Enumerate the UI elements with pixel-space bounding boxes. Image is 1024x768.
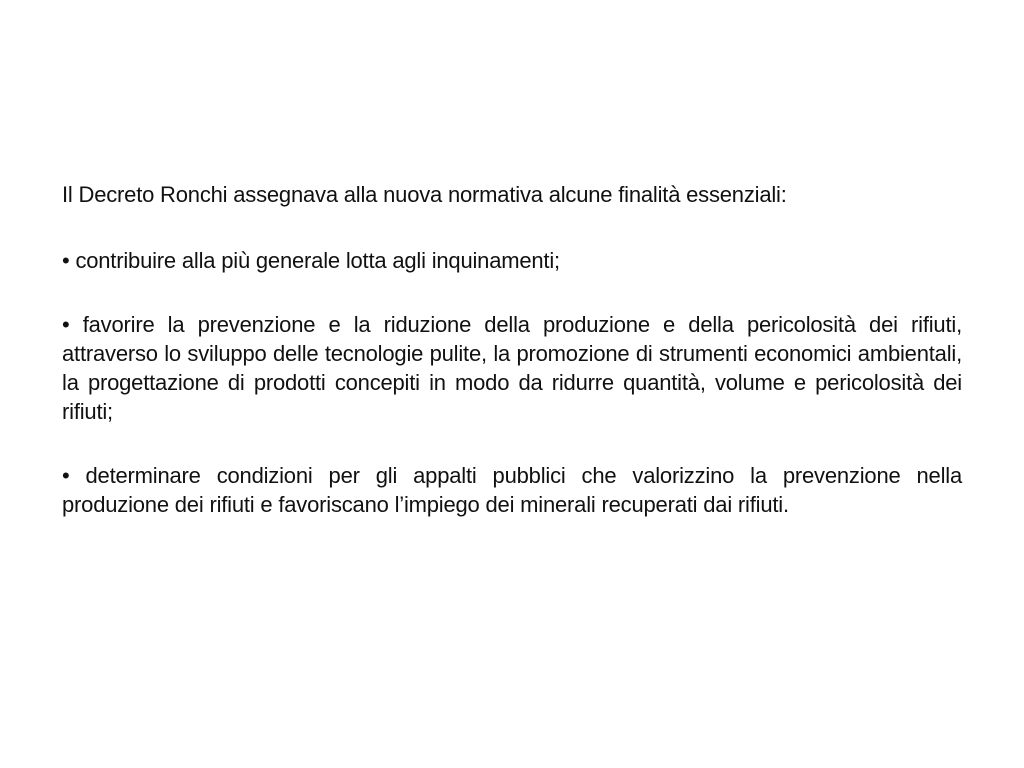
bullet-text: contribuire alla più generale lotta agli inquinamenti; (75, 248, 560, 273)
bullet-text: favorire la prevenzione e la riduzione della produzione e della pericolosità dei rifiuti, attraverso lo sviluppo delle tecnologie pulite, la promozione di strumenti economici ambientali, la progettazione di prodotti concepiti in modo da ridurre quantità, volume e pericolosità dei rifiuti; (62, 312, 962, 424)
bullet-item-3 (62, 461, 962, 519)
bullet-item-1 (62, 246, 962, 275)
slide-content (62, 180, 962, 554)
bullet-marker: • (62, 463, 70, 488)
bullet-text: determinare condizioni per gli appalti pubblici che valorizzino la prevenzione nella produzione dei rifiuti e favoriscano l’impiego dei minerali recuperati dai rifiuti. (62, 463, 962, 517)
bullet-marker: • (62, 312, 70, 337)
bullet-marker: • (62, 248, 70, 273)
bullet-item-2 (62, 310, 962, 426)
intro-paragraph: Il Decreto Ronchi assegnava alla nuova normativa alcune finalità essenziali: (62, 182, 787, 207)
